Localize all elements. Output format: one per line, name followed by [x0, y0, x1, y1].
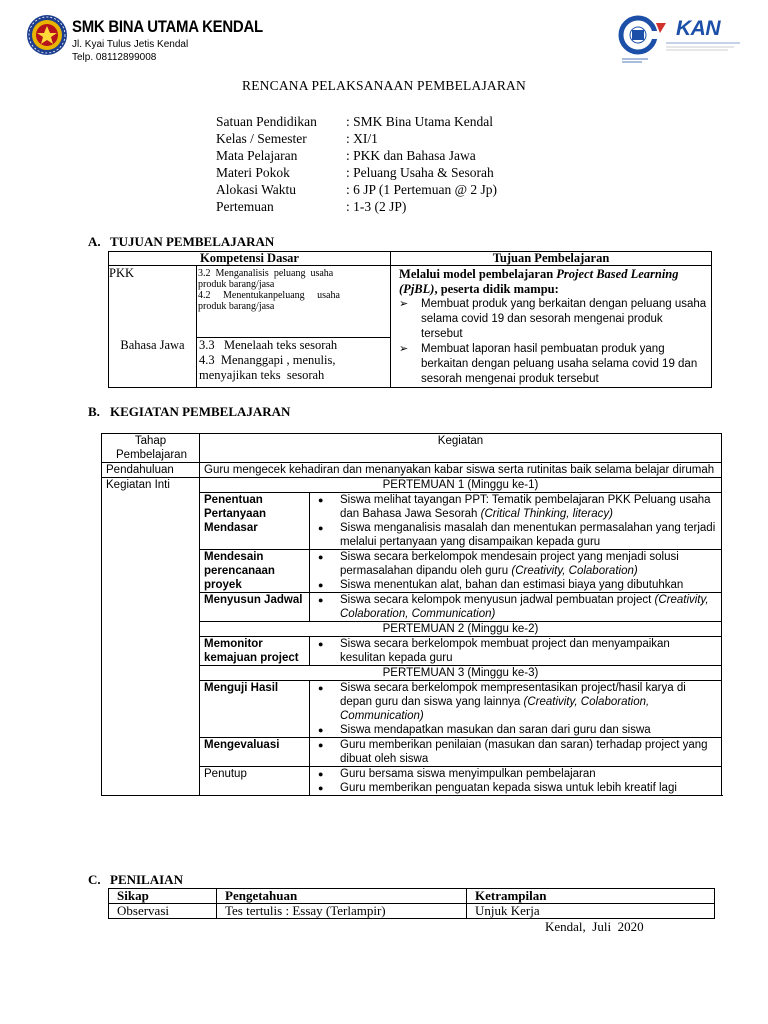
identity-value: : SMK Bina Utama Kendal [346, 114, 493, 129]
bullet-icon: ● [318, 769, 324, 779]
kd-text: 3.2 Menganalisis peluang usaha [198, 268, 334, 279]
section-a-heading [88, 234, 274, 250]
ketrampilan-value: Unjuk Kerja [467, 904, 715, 919]
bullet-icon: ● [318, 740, 324, 750]
arrow-bullet-icon: ➢ [399, 343, 409, 355]
step-activities [310, 738, 722, 767]
kd-text: menyajikan teks sesorah [199, 368, 325, 383]
sikap-value: Observasi [109, 904, 217, 919]
tp-intro: Melalui model pembelajaran Project Based Learning (PjBL), peserta didik mampu: [399, 267, 679, 296]
kan-logo-text: KAN [676, 17, 720, 40]
step-label: Mendesain perencanaan proyek [200, 550, 310, 593]
bullet-icon: ● [318, 523, 324, 533]
sign-date: Kendal, Juli 2020 [545, 919, 644, 934]
step-label: Mengevaluasi [200, 738, 310, 767]
step-activities [310, 593, 722, 622]
section-title: PENILAIAN [110, 872, 183, 887]
list-item: ● Siswa mendapatkan masukan dan saran dari guru dan siswa [318, 724, 651, 736]
identity-label: Mata Pelajaran [216, 148, 298, 163]
section-number: B. [88, 404, 100, 419]
list-item: ● Siswa secara berkelompok membuat project dan menyampaikan kesulitan kepada guru [318, 638, 670, 664]
section-c-heading [88, 872, 183, 888]
step-activities [310, 637, 722, 666]
penilaian-table [108, 888, 715, 919]
tahap-header: Tahap Pembelajaran [102, 434, 200, 463]
section-number: C. [88, 872, 101, 887]
step-activities [310, 681, 722, 738]
list-item: ● Siswa secara berkelompok mempresentasikan project/hasil karya di depan guru dan siswa yang lainnya (Creativity, Colaboration, Communication) [318, 682, 686, 722]
step-label: Penentuan Pertanyaan Mendasar [200, 493, 310, 550]
step-label: Menyusun Jadwal [200, 593, 310, 622]
list-item: ● Guru memberikan penilaian (masukan dan saran) terhadap project yang dibuat oleh siswa [318, 739, 708, 765]
bj-kd-cell [197, 338, 391, 388]
pengetahuan-value: Tes tertulis : Essay (Terlampir) [217, 904, 467, 919]
ketrampilan-header: Ketrampilan [467, 889, 715, 904]
identity-value: : Peluang Usaha & Sesorah [346, 165, 494, 180]
tp-header: Tujuan Pembelajaran [391, 252, 712, 266]
kegiatan-table [101, 433, 722, 796]
pertemuan-3-heading: PERTEMUAN 3 (Minggu ke-3) [200, 666, 722, 681]
inti-label: Kegiatan Inti [102, 478, 200, 796]
pendahuluan-label: Pendahuluan [102, 463, 200, 478]
tp-list [399, 297, 707, 387]
list-item: ● Siswa secara kelompok menyusun jadwal pembuatan project (Creativity, Colaboration, Communication) [318, 594, 709, 620]
section-title: KEGIATAN PEMBELAJARAN [110, 404, 291, 419]
kd-text: 3.3 Menelaah teks sesorah [199, 338, 338, 353]
bullet-icon: ● [318, 595, 324, 605]
bullet-icon: ● [318, 683, 324, 693]
identity-label: Alokasi Waktu [216, 182, 297, 197]
school-address: Jl. Kyai Tulus Jetis Kendal [72, 39, 189, 50]
section-number: A. [88, 234, 101, 249]
step-activities [310, 550, 722, 593]
kd-text: produk barang/jasa [198, 279, 275, 290]
identity-value: : 6 JP (1 Pertemuan @ 2 Jp) [346, 182, 498, 197]
bullet-icon: ● [318, 552, 324, 562]
penutup-activities [310, 767, 722, 796]
section-title: TUJUAN PEMBELAJARAN [110, 234, 275, 249]
bj-subject [109, 338, 197, 388]
list-item: ● Siswa secara berkelompok mendesain project yang menjadi solusi permasalahan dipandu oleh guru (Creativity, Colaboration) [318, 551, 679, 577]
step-label: Memonitor kemajuan project [200, 637, 310, 666]
identity-value: : PKK dan Bahasa Jawa [346, 148, 476, 163]
school-name: SMK BINA UTAMA KENDAL [72, 17, 263, 36]
step-activities [310, 493, 722, 550]
kegiatan-header: Kegiatan [200, 434, 722, 463]
bullet-icon: ● [318, 495, 324, 505]
bj-label: Bahasa Jawa [120, 337, 185, 352]
pengetahuan-header: Pengetahuan [217, 889, 467, 904]
bullet-icon: ● [318, 639, 324, 649]
pkk-subject [109, 266, 197, 338]
list-item: ● Siswa melihat tayangan PPT: Tematik pembelajaran PKK Peluang usaha dan Bahasa Jawa Sesorah (Critical Thinking, literacy) [318, 494, 711, 520]
section-b-heading [88, 404, 290, 420]
kd-header: Kompetensi Dasar [109, 252, 391, 266]
school-logo [26, 14, 68, 56]
kan-logo [618, 13, 744, 65]
school-phone: Telp. 08112899008 [72, 52, 157, 63]
bullet-icon: ● [318, 580, 324, 590]
identity-label: Pertemuan [216, 199, 274, 214]
pertemuan-2-heading: PERTEMUAN 2 (Minggu ke-2) [200, 622, 722, 637]
list-item: ● Guru memberikan penguatan kepada siswa untuk lebih kreatif lagi [318, 782, 677, 794]
bullet-icon: ● [318, 783, 324, 793]
identity-value: : XI/1 [346, 131, 378, 146]
identity-value: : 1-3 (2 JP) [346, 199, 407, 214]
list-item: ➢ Membuat laporan hasil pembuatan produk yang berkaitan dengan peluang usaha selama covid 19 dan sesorah mengenai produk tersebut [399, 343, 698, 385]
list-item: ➢ Membuat produk yang berkaitan dengan peluang usaha selama covid 19 dan sesorah mengenai produk tersebut [399, 298, 707, 340]
bullet-icon: ● [318, 725, 324, 735]
list-item: ● Siswa menganalisis masalah dan menentukan permasalahan yang terjadi melalui pertanyaan yang disampaikan kepada guru [318, 522, 716, 548]
pkk-kd-cell [197, 266, 391, 338]
kd-text: produk barang/jasa [198, 301, 275, 312]
pertemuan-1-heading: PERTEMUAN 1 (Minggu ke-1) [200, 478, 722, 493]
identity-label: Materi Pokok [216, 165, 290, 180]
pkk-label: PKK [109, 266, 135, 280]
list-item: ● Guru bersama siswa menyimpulkan pembelajaran [318, 768, 596, 780]
document-title: RENCANA PELAKSANAAN PEMBELAJARAN [242, 78, 526, 93]
kd-text: 4.2 Menentukanpeluang usaha [198, 290, 340, 301]
tp-cell [391, 266, 712, 388]
tujuan-table [108, 251, 712, 388]
penutup-label: Penutup [200, 767, 310, 796]
arrow-bullet-icon: ➢ [399, 298, 409, 310]
kd-text: 4.3 Menanggapi , menulis, [199, 353, 336, 368]
identity-label: Kelas / Semester [216, 131, 307, 146]
identity-label: Satuan Pendidikan [216, 114, 317, 129]
step-label: Menguji Hasil [200, 681, 310, 738]
list-item: ● Siswa menentukan alat, bahan dan estimasi biaya yang dibutuhkan [318, 579, 684, 591]
pendahuluan-text: Guru mengecek kehadiran dan menanyakan kabar siswa serta rutinitas baik selama belajar dirumah [200, 463, 722, 478]
sikap-header: Sikap [109, 889, 217, 904]
